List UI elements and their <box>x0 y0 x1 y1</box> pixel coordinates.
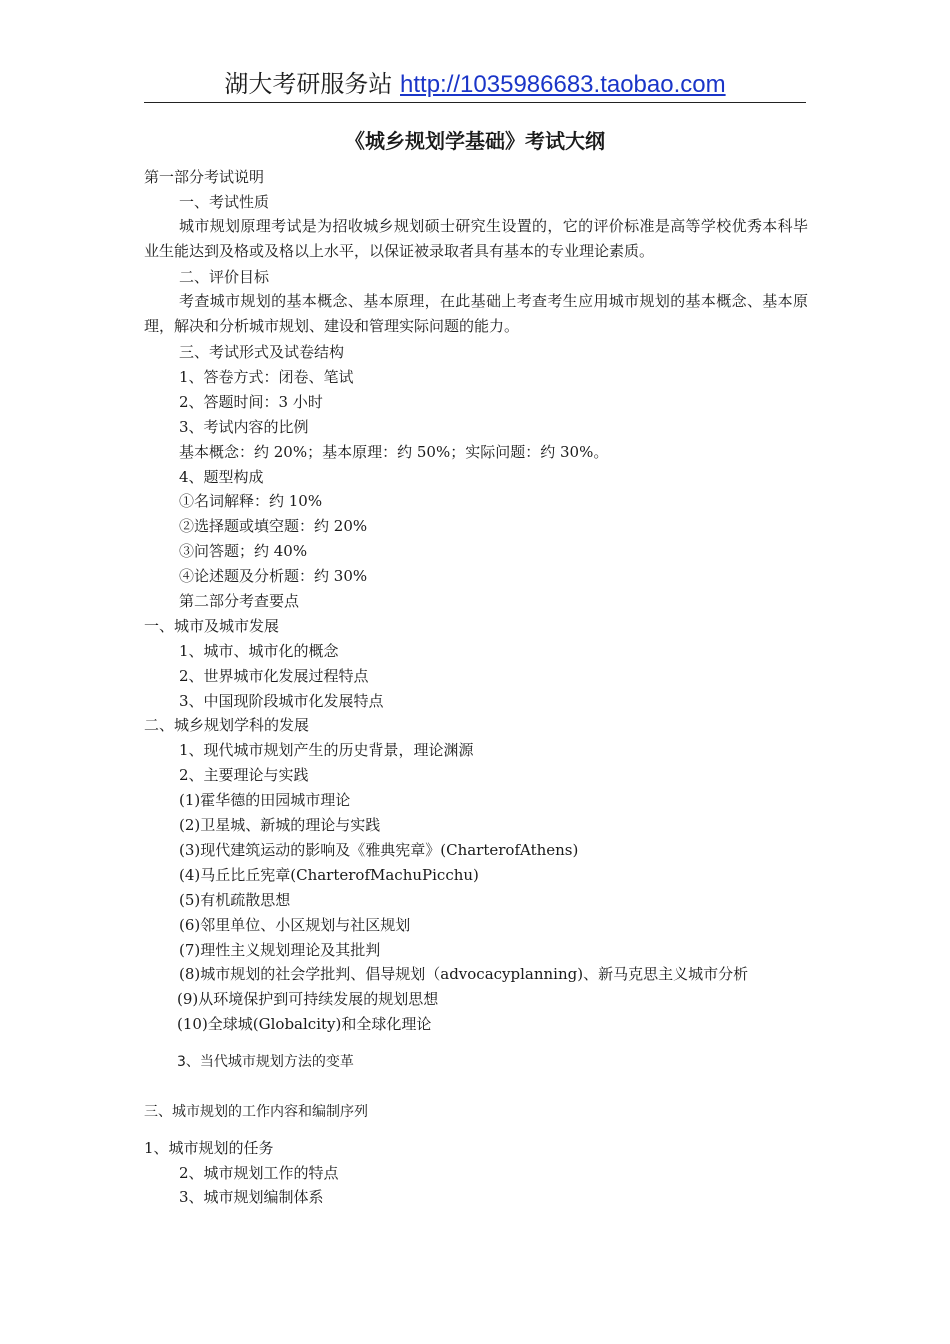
list-item: 2、答题时间：3 小时 <box>179 393 323 411</box>
list-item: 1、城市、城市化的概念 <box>179 642 339 660</box>
section-heading: 三、考试形式及试卷结构 <box>179 343 345 361</box>
theory-item: (5)有机疏散思想 <box>179 891 291 909</box>
theory-item: (1)霍华德的田园城市理论 <box>179 791 351 809</box>
list-item: 3、当代城市规划方法的变革 <box>177 1054 354 1070</box>
header-rule <box>144 102 806 103</box>
list-item: 2、城市规划工作的特点 <box>179 1164 339 1182</box>
list-item: 基本概念：约 20%；基本原理：约 50%；实际问题：约 30%。 <box>179 443 609 461</box>
theory-item: (3)现代建筑运动的影响及《雅典宪章》(CharterofAthens) <box>179 841 579 859</box>
chapter-heading: 一、城市及城市发展 <box>144 617 280 635</box>
page-header <box>144 64 806 105</box>
store-link[interactable]: http://1035986683.taobao.com <box>400 71 726 98</box>
list-item: 1、城市规划的任务 <box>144 1139 274 1157</box>
list-item: 2、世界城市化发展过程特点 <box>179 667 369 685</box>
part2-heading: 第二部分考查要点 <box>179 592 300 610</box>
list-item: 3、考试内容的比例 <box>179 418 309 436</box>
list-item: 2、主要理论与实践 <box>179 766 309 784</box>
list-item: ③问答题；约 40% <box>179 542 308 560</box>
theory-item: (10)全球城(Globalcity)和全球化理论 <box>177 1015 432 1033</box>
theory-item: (2)卫星城、新城的理论与实践 <box>179 816 381 834</box>
chapter-heading: 三、城市规划的工作内容和编制序列 <box>144 1104 368 1120</box>
section-paragraph: 城市规划原理考试是为招收城乡规划硕士研究生设置的，它的评价标准是高等学校优秀本科毕业生能达到及格或及格以上水平，以保证被录取者具有基本的专业理论素质。 <box>144 217 808 260</box>
section-heading: 二、评价目标 <box>179 268 270 286</box>
theory-item: (6)邻里单位、小区规划与社区规划 <box>179 916 411 934</box>
document-title: 《城乡规划学基础》考试大纲 <box>345 129 605 153</box>
list-item: 3、城市规划编制体系 <box>179 1188 324 1206</box>
theory-item: (4)马丘比丘宪章(CharterofMachuPicchu) <box>179 866 479 884</box>
list-item: 3、中国现阶段城市化发展特点 <box>179 692 384 710</box>
theory-item: (8)城市规划的社会学批判、倡导规划（advocacyplanning)、新马克思主义城市分析 <box>179 965 749 983</box>
theory-item: (9)从环境保护到可持续发展的规划思想 <box>177 990 439 1008</box>
chapter-heading: 二、城乡规划学科的发展 <box>144 716 310 734</box>
theory-item: (7)理性主义规划理论及其批判 <box>179 941 381 959</box>
section-heading: 一、考试性质 <box>179 193 270 211</box>
list-item: 1、现代城市规划产生的历史背景，理论渊源 <box>179 741 474 759</box>
section-paragraph: 考查城市规划的基本概念、基本原理，在此基础上考查考生应用城市规划的基本概念、基本原理，解决和分析城市规划、建设和管理实际问题的能力。 <box>144 292 808 335</box>
list-item: 4、题型构成 <box>179 468 264 486</box>
part1-heading: 第一部分考试说明 <box>144 168 265 186</box>
site-name: 湖大考研服务站 <box>224 70 393 98</box>
list-item: ④论述题及分析题：约 30% <box>179 567 368 585</box>
list-item: ①名词解释：约 10% <box>179 492 323 510</box>
list-item: ②选择题或填空题：约 20% <box>179 517 368 535</box>
list-item: 1、答卷方式：闭卷、笔试 <box>179 368 354 386</box>
